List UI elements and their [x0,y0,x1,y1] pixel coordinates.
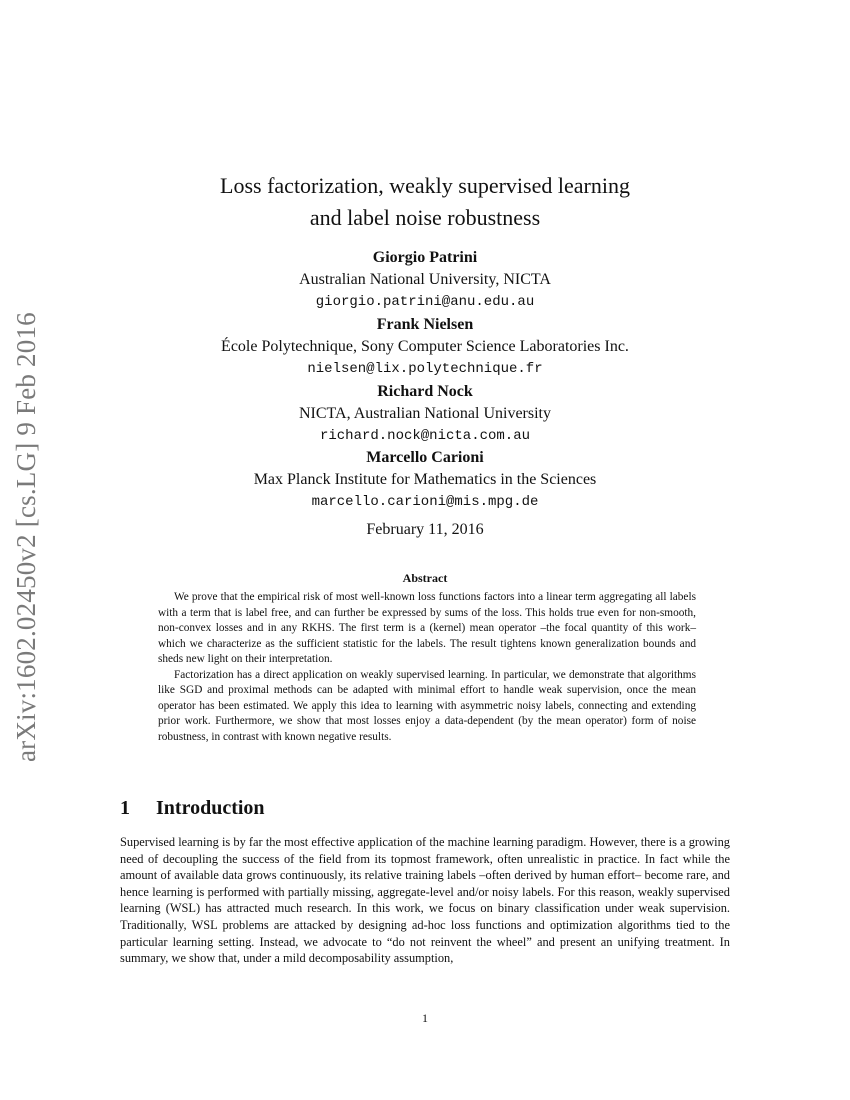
author-block-3 [120,381,730,447]
abstract-paragraph: Factorization has a direct application on weakly supervised learning. In particular, we demonstrate that algorithms like SGD and proximal methods can be adapted with minimal effort to handle weak supervision, once the mean operator has been estimated. We apply this idea to learning with asymmetric noisy labels, connecting and extending prior work. Furthermore, we show that most losses enjoy a data-dependent (by the mean operator) form of noise robustness, in contrast with known negative results. [158,668,696,743]
author-affiliation: Australian National University, NICTA [299,271,551,288]
author-name: Frank Nielsen [376,316,474,333]
abstract-heading: Abstract [402,571,448,585]
paper-title-line-2: and label noise robustness [309,205,541,230]
section-number: 1 [120,797,130,819]
introduction-paragraph: Supervised learning is by far the most effective application of the machine learning paradigm. However, there is a growing need of decoupling the success of the field from its topmost framework, often unrealistic in practice. In fact while the amount of available data grows continuously, its relative training labels –often derived by human effort– become rare, and hence learning is performed with partially missing, aggregate-level and/or noisy labels. For this reason, weakly supervised learning (WSL) has attracted much research. In this work, we focus on binary classification under weak supervision. Traditionally, WSL problems are attacked by designing ad-hoc loss functions and optimization algorithms tied to the particular learning setting. Instead, we advocate to “do not reinvent the wheel” and present an unifying treatment. In summary, we show that, under a mild decomposability assumption, [120,835,730,966]
paper-title [120,170,730,234]
author-email[interactable]: giorgio.patrini@anu.edu.au [315,294,535,310]
introduction-body [120,834,730,967]
abstract-paragraph: We prove that the empirical risk of most well-known loss functions factors into a linear term aggregating all labels with a term that is label free, and can further be expressed by sums of the loss. This holds true even for non-smooth, non-convex losses and in any RKHS. The first term is a (kernel) mean operator –the focal quantity of this work– which we characterize as the sufficient statistic for the labels. The result tightens known generalization bounds and sheds new light on their interpretation. [158,591,696,665]
author-email[interactable]: nielsen@lix.polytechnique.fr [307,361,543,377]
author-name: Marcello Carioni [366,449,484,466]
publication-date: February 11, 2016 [366,521,484,538]
author-block-1 [120,247,730,313]
section-heading-introduction [120,797,265,820]
author-block-2 [120,314,730,380]
author-email[interactable]: richard.nock@nicta.com.au [319,428,531,444]
abstract-body [158,590,696,745]
author-affiliation: École Polytechnique, Sony Computer Science Laboratories Inc. [221,338,629,355]
section-title: Introduction [156,797,265,819]
arxiv-identifier-text: arXiv:1602.02450v2 [cs.LG] 9 Feb 2016 [11,312,41,762]
author-affiliation: NICTA, Australian National University [298,405,551,422]
author-block-4 [120,447,730,513]
page-number: 1 [422,1011,428,1025]
author-name: Giorgio Patrini [372,249,478,266]
author-affiliation: Max Planck Institute for Mathematics in the Sciences [253,471,597,488]
paper-title-line-1: Loss factorization, weakly supervised learning [220,173,630,198]
author-email[interactable]: marcello.carioni@mis.mpg.de [311,494,539,510]
author-name: Richard Nock [377,383,473,400]
